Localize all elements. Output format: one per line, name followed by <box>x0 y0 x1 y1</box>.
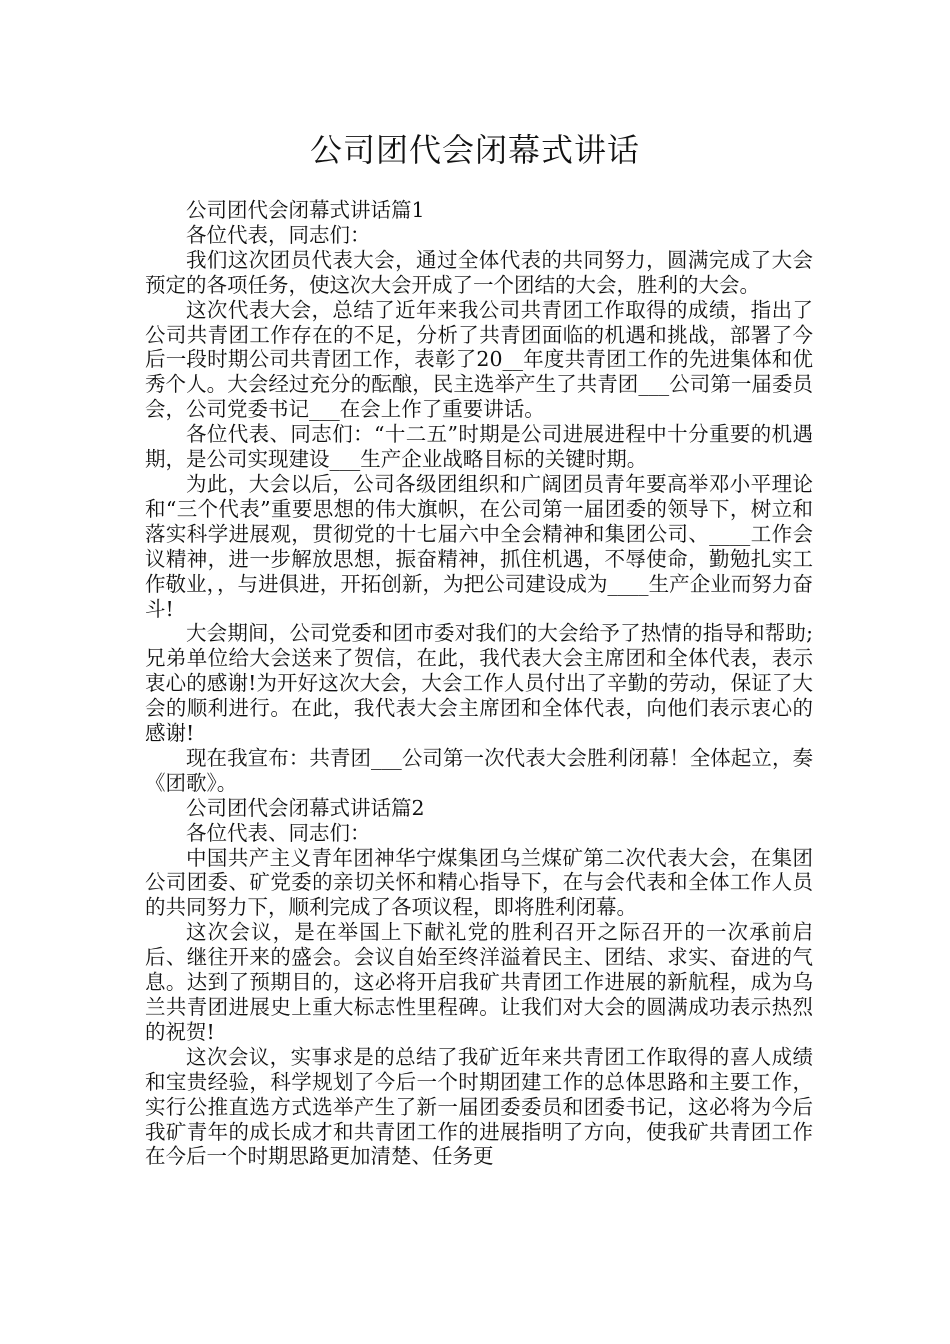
paragraph: 这次代表大会，总结了近年来我公司共青团工作取得的成绩，指出了公司共青团工作存在的不足，分析了共青团面临的机遇和挑战，部署了今后一段时期公司共青团工作，表彰了20__年度共青团工作的先进集体和优秀个人。大会经过充分的酝酿，民主选举产生了共青团___公司第一届委员会，公司党委书记___在会上作了重要讲话。 <box>145 297 813 422</box>
paragraph: 为此，大会以后，公司各级团组织和广阔团员青年要高举邓小平理论和“三个代表”重要思想的伟大旗帜，在公司第一届团委的领导下，树立和落实科学进展观，贯彻党的十七届六中全会精神和集团公司、____工作会议精神，进一步解放思想，振奋精神，抓住机遇，不辱使命，勤勉扎实工作敬业，，与进俱进，开拓创新，为把公司建设成为____生产企业而努力奋斗! <box>145 471 813 621</box>
salutation: 各位代表，同志们： <box>186 222 371 247</box>
section-heading-2: 公司团代会闭幕式讲话篇2 <box>186 795 425 820</box>
paragraph: 中国共产主义青年团神华宁煤集团乌兰煤矿第二次代表大会，在集团公司团委、矿党委的亲切关怀和精心指导下，在与会代表和全体工作人员的共同努力下，顺利完成了各项议程，即将胜利闭幕。 <box>145 845 813 920</box>
paragraph: 现在我宣布：共青团___公司第一次代表大会胜利闭幕！全体起立，奏《团歌》。 <box>145 745 813 795</box>
document-title: 公司团代会闭幕式讲话 <box>309 131 640 169</box>
paragraph: 这次会议，实事求是的总结了我矿近年来共青团工作取得的喜人成绩和宝贵经验，科学规划了今后一个时期团建工作的总体思路和主要工作，实行公推直选方式选举产生了新一届团委委员和团委书记，这必将为今后我矿青年的成长成才和共青团工作的进展指明了方向，使我矿共青团工作在今后一个时期思路更加清楚、任务更 <box>145 1044 813 1169</box>
paragraph: 这次会议，是在举国上下献礼党的胜利召开之际召开的一次承前启后、继往开来的盛会。会议自始至终洋溢着民主、团结、求实、奋进的气息。达到了预期目的，这必将开启我矿共青团工作进展的新航程，成为乌兰共青团进展史上重大标志性里程碑。让我们对大会的圆满成功表示热烈的祝贺! <box>145 920 813 1044</box>
paragraph: 各位代表、同志们：“十二五”时期是公司进展进程中十分重要的机遇期，是公司实现建设___生产企业战略目标的关键时期。 <box>145 422 813 472</box>
paragraph: 大会期间，公司党委和团市委对我们的大会给予了热情的指导和帮助;兄弟单位给大会送来了贺信，在此，我代表大会主席团和全体代表，表示衷心的感谢!为开好这次大会，大会工作人员付出了辛勤的劳动，保证了大会的顺利进行。在此，我代表大会主席团和全体代表，向他们表示衷心的感谢! <box>145 621 813 746</box>
document-body <box>145 198 813 1169</box>
paragraph: 我们这次团员代表大会，通过全体代表的共同努力，圆满完成了大会预定的各项任务，使这次大会开成了一个团结的大会，胜利的大会。 <box>145 247 813 297</box>
salutation: 各位代表、同志们： <box>186 820 371 845</box>
section-heading-1: 公司团代会闭幕式讲话篇1 <box>186 198 425 222</box>
